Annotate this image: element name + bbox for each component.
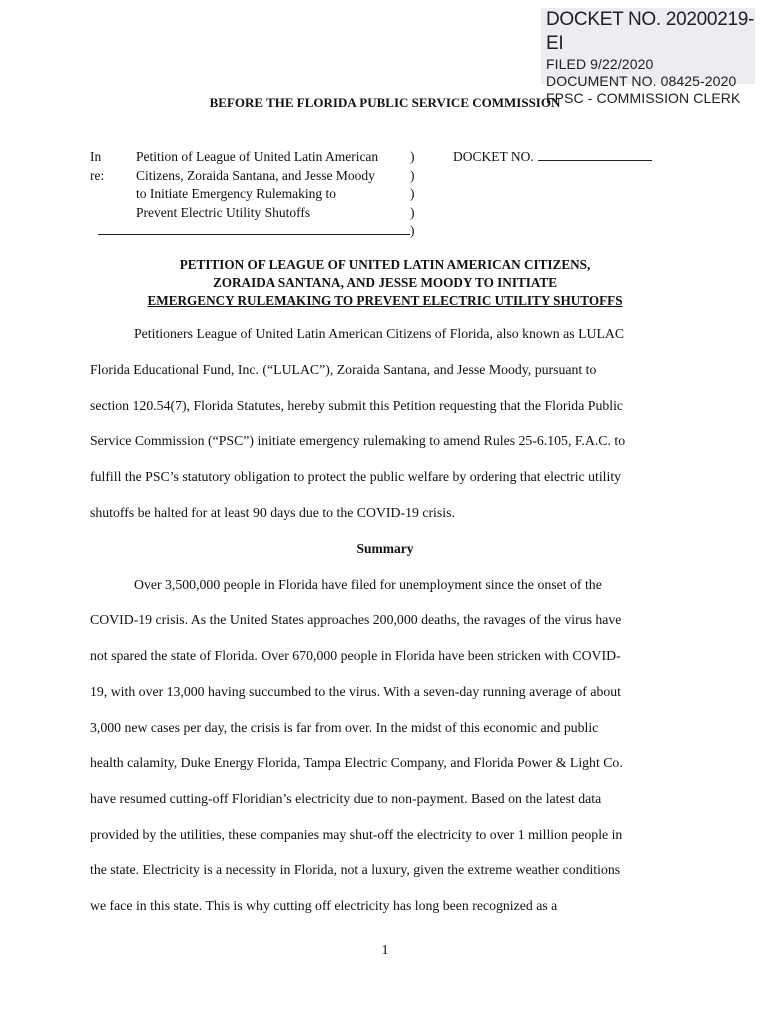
- stamp-filed: FILED 9/22/2020: [546, 56, 654, 72]
- caption-rule: [98, 222, 410, 235]
- summary-heading: Summary: [356, 541, 414, 556]
- caption-lines: [136, 148, 416, 222]
- paren: ): [410, 167, 415, 183]
- caption-line: Citizens, Zoraida Santana, and Jesse Moody: [136, 167, 375, 183]
- commission-header: BEFORE THE FLORIDA PUBLIC SERVICE COMMISSION: [209, 95, 561, 110]
- paren: ): [410, 204, 415, 220]
- body-line: we face in this state. This is why cutting off electricity has long been recognized as a: [90, 898, 558, 913]
- body-line: Over 3,500,000 people in Florida have filed for unemployment since the onset of the: [134, 577, 602, 592]
- body-line: section 120.54(7), Florida Statutes, hereby submit this Petition requesting that the Florida Public: [90, 398, 624, 413]
- body-line: Service Commission (“PSC”) initiate emergency rulemaking to amend Rules 25-6.105, F.A.C. to: [90, 433, 626, 448]
- body-line: provided by the utilities, these companies may shut-off the electricity to over 1 million people in: [90, 827, 623, 842]
- paren: ): [410, 149, 415, 164]
- stamp-document: DOCUMENT NO. 08425-2020: [546, 73, 737, 89]
- title-line: ZORAIDA SANTANA, AND JESSE MOODY TO INITIATE: [212, 275, 558, 290]
- body-line: not spared the state of Florida. Over 670,000 people in Florida have been stricken with COVID-: [90, 648, 621, 663]
- body-line: COVID-19 crisis. As the United States approaches 200,000 deaths, the ravages of the virus have: [90, 612, 622, 627]
- caption-line: Prevent Electric Utility Shutoffs: [136, 204, 311, 220]
- docket-field: [453, 148, 652, 165]
- paren: ): [410, 223, 415, 238]
- filing-stamp: [541, 8, 755, 106]
- caption-parens: [410, 148, 415, 222]
- body-line: 3,000 new cases per day, the crisis is far from over. In the midst of this economic and public: [90, 720, 599, 735]
- body-line: 19, with over 13,000 having succumbed to the virus. With a seven-day running average of about: [90, 684, 622, 699]
- caption-line: Petition of League of United Latin American: [136, 149, 379, 164]
- stamp-clerk: FPSC - COMMISSION CLERK: [546, 90, 741, 106]
- body-line: health calamity, Duke Energy Florida, Tampa Electric Company, and Florida Power & Light Co.: [90, 755, 623, 770]
- body-line: Florida Educational Fund, Inc. (“LULAC”), Zoraida Santana, and Jesse Moody, pursuant to: [90, 362, 597, 377]
- in-re-label: In re:: [90, 149, 105, 183]
- docket-blank-line: [538, 148, 652, 161]
- docket-label: DOCKET NO.: [453, 149, 534, 164]
- body-line: fulfill the PSC’s statutory obligation to protect the public welfare by ordering that electric utility: [90, 469, 622, 484]
- page-number: 1: [381, 943, 389, 958]
- petition-title: [0, 256, 770, 310]
- paren: ): [410, 186, 415, 201]
- body-line: shutoffs be halted for at least 90 days due to the COVID-19 crisis.: [90, 505, 455, 520]
- title-line: EMERGENCY RULEMAKING TO PREVENT ELECTRIC UTILITY SHUTOFFS: [147, 293, 623, 308]
- body-line: the state. Electricity is a necessity in Florida, not a luxury, given the extreme weather conditions: [90, 862, 621, 877]
- body-line: have resumed cutting-off Floridian’s electricity due to non-payment. Based on the latest data: [90, 791, 602, 806]
- title-line: PETITION OF LEAGUE OF UNITED LATIN AMERICAN CITIZENS,: [179, 257, 591, 272]
- body-line: Petitioners League of United Latin American Citizens of Florida, also known as LULAC: [134, 326, 625, 341]
- caption-line: to Initiate Emergency Rulemaking to: [136, 186, 336, 201]
- stamp-docket: DOCKET NO. 20200219-EI: [546, 9, 755, 54]
